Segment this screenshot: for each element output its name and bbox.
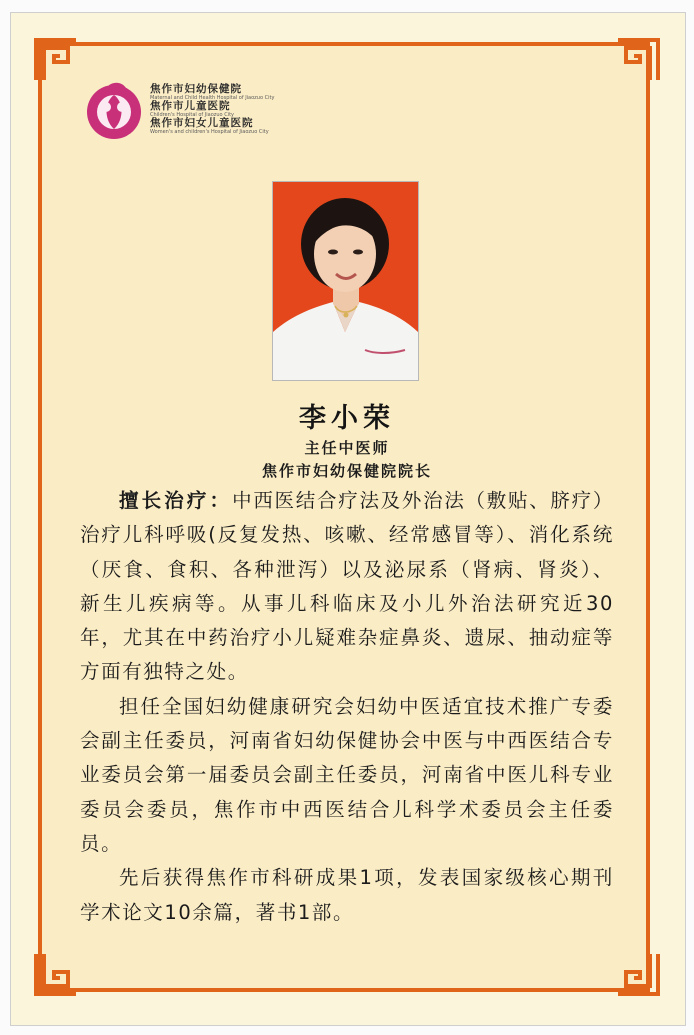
specialty-label: 擅长治疗： [119,489,233,512]
logo-name-cn-2: 焦作市儿童医院 [150,100,231,112]
doctor-position: 焦作市妇幼保健院院长 [261,462,432,480]
specialty-text: 中西医结合疗法及外治法（敷贴、脐疗）治疗儿科呼吸(反复发热、咳嗽、经常感冒等）、消化系统（厌食、食积、各种泄泻）以及泌尿系（肾病、肾炎）、新生儿疾病等。从事儿科临床及小儿外治法研究近30年，尤其在中药治疗小儿疑难杂症鼻炎、遗尿、抽动症等方面有独特之处。 [80,489,614,684]
logo-name-en-2: Children's Hospital of Jiaozuo City [150,112,234,118]
portrait-illustration [273,182,418,380]
doctor-biography [80,484,614,930]
corner-ornament-bottom-right [616,952,660,996]
logo-name-cn-1: 焦作市妇幼保健院 [150,83,242,95]
logo-name-cn-3: 焦作市妇女儿童医院 [150,117,254,129]
hospital-logo [84,78,284,146]
doctor-portrait [272,181,419,381]
bio-paragraph-specialty [80,484,614,690]
logo-name-en-3: Women's and children's Hospital of Jiaozuo City [150,129,269,135]
doctor-name: 李小荣 [299,403,395,434]
bio-paragraph-appointments: 担任全国妇幼健康研究会妇幼中医适宜技术推广专委会副主任委员，河南省妇幼保健协会中医与中西医结合专业委员会第一届委员会副主任委员，河南省中医儿科专业委员会委员，焦作市中西医结合儿科学术委员会主任委员。 [80,694,614,855]
hospital-logo-mark-icon [84,80,144,142]
bio-paragraph-achievements: 先后获得焦作市科研成果1项，发表国家级核心期刊学术论文10余篇，著书1部。 [80,866,614,924]
corner-ornament-top-right [616,38,660,82]
corner-ornament-bottom-left [34,952,78,996]
logo-name-en-1: Maternal and Child Health Hospital of Jiaozuo City [150,95,275,101]
doctor-title: 主任中医师 [304,439,390,457]
corner-ornament-top-left [34,38,78,82]
